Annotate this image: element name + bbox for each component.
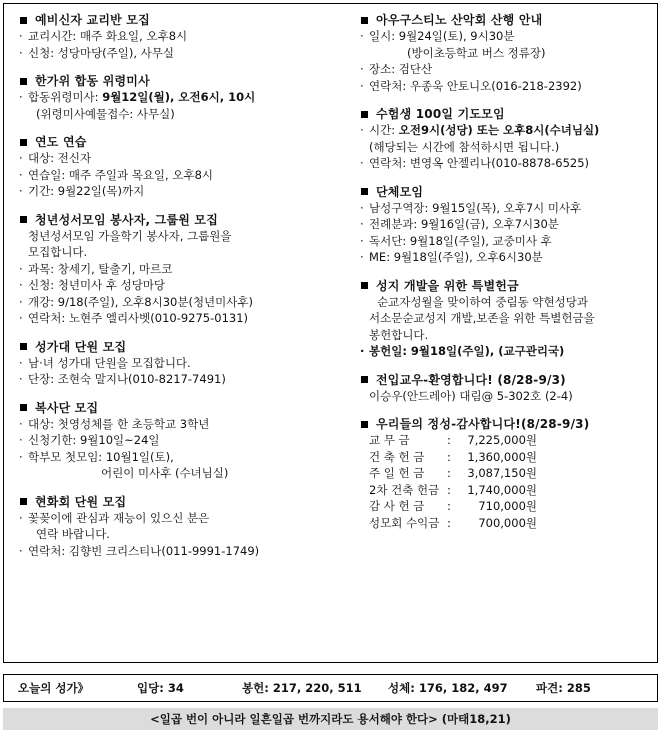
info-line: · 봉헌일: 9월18일(주일), (교구관리국) <box>359 343 659 360</box>
square-bullet-icon <box>361 17 368 24</box>
special-offering-section <box>359 278 659 360</box>
info-line: · 연락처: 노현주 엘리사벳(010-9275-0131) <box>18 310 338 327</box>
hymn-recessional: 파견: 285 <box>536 681 591 695</box>
info-line: 순교자성월을 맞이하여 중림동 약현성당과 <box>377 294 588 309</box>
bulletin-frame <box>3 3 658 663</box>
info-line: · 전례분과: 9월16일(금), 오후7시30분 <box>359 216 659 233</box>
info-line: 연락 바랍니다. <box>36 527 110 541</box>
info-line: 봉헌합니다. <box>369 327 429 342</box>
memorial-mass-section <box>18 73 338 122</box>
choir-recruit-section <box>18 339 338 388</box>
section-title: 한가위 합동 위령미사 <box>35 74 150 88</box>
square-bullet-icon <box>20 78 27 85</box>
scripture-quote: <일곱 번이 아니라 일흔일곱 번까지라도 용서해야 한다> (마태18,21) <box>3 708 658 730</box>
altar-server-section <box>18 400 338 482</box>
offering-row: 건 축 헌 금 : 1,360,000원 <box>369 449 537 464</box>
right-column <box>359 12 659 543</box>
offering-row: 교 무 금 : 7,225,000원 <box>369 433 537 447</box>
section-title: 예비신자 교리반 모집 <box>35 13 150 27</box>
info-line: · 연습일: 매주 주일과 목요일, 오후8시 <box>18 167 338 184</box>
section-title: 수험생 100일 기도모임 <box>376 107 505 121</box>
offering-row: 감 사 헌 금 : 710,000원 <box>369 499 537 513</box>
left-column <box>18 12 338 571</box>
hymn-bar <box>3 674 658 702</box>
new-parishioners-section <box>359 372 659 405</box>
info-line: · 신청: 성당마당(주일), 사무실 <box>18 45 338 62</box>
info-line: (방이초등학교 버스 정류장) <box>407 45 546 60</box>
hymn-offertory: 봉헌: 217, 220, 511 <box>242 681 362 695</box>
square-bullet-icon <box>361 282 368 289</box>
info-line: · 연락처: 우종욱 안토니오(016-218-2392) <box>359 78 659 95</box>
flower-group-section <box>18 494 338 560</box>
square-bullet-icon <box>20 139 27 146</box>
square-bullet-icon <box>20 343 27 350</box>
square-bullet-icon <box>361 376 368 383</box>
section-title: 청년성서모임 봉사자, 그룹원 모집 <box>35 212 218 227</box>
info-line: · 시간: 오전9시(성당) 또는 오후8시(수녀님실) <box>359 122 659 139</box>
info-line: · 장소: 검단산 <box>359 61 659 78</box>
info-line: · 독서단: 9월18일(주일), 교중미사 후 <box>359 233 659 250</box>
info-line: · 신청: 청년미사 후 성당마당 <box>18 277 338 294</box>
square-bullet-icon <box>361 421 368 428</box>
info-line: · 연락처: 변영옥 안젤리나(010-8878-6525) <box>359 155 659 172</box>
section-title: 현화회 단원 모집 <box>35 494 127 509</box>
info-line: 서소문순교성지 개발,보존을 위한 특별헌금을 <box>369 311 595 325</box>
square-bullet-icon <box>361 188 368 195</box>
info-line: · 꽃꽂이에 관심과 재능이 있으신 분은 <box>18 510 338 527</box>
offerings-thanks-section <box>359 416 659 531</box>
youth-bible-study-section <box>18 212 338 327</box>
hymn-label: 오늘의 성가》 <box>18 681 90 695</box>
info-line: 이승우(안드레아) 대림@ 5-302호 (2-4) <box>369 388 573 403</box>
info-line: · 신청기한: 9월10일~24일 <box>18 432 338 449</box>
square-bullet-icon <box>20 216 27 223</box>
info-line: · 대상: 첫영성체를 한 초등학교 3학년 <box>18 416 338 433</box>
info-line: 어린이 미사후 (수녀님실) <box>101 466 229 480</box>
square-bullet-icon <box>20 17 27 24</box>
section-title: 아우구스티노 산악회 산행 안내 <box>376 13 543 27</box>
info-line: · 단장: 조현숙 말지나(010-8217-7491) <box>18 371 338 388</box>
info-line: · 대상: 전신자 <box>18 150 338 167</box>
offering-row: 성모회 수익금 : 700,000원 <box>369 515 537 530</box>
square-bullet-icon <box>20 404 27 411</box>
section-title: 전입교우-환영합니다! (8/28-9/3) <box>376 372 566 387</box>
hymn-entrance: 입당: 34 <box>137 681 184 695</box>
section-title: 우리들의 정성-감사합니다!(8/28-9/3) <box>376 417 590 431</box>
exam-prayer-section <box>359 106 659 172</box>
info-line: · 합동위령미사: 9월12일(월), 오전6시, 10시 <box>18 89 338 106</box>
info-line: · ME: 9월18일(주일), 오후6시30분 <box>359 249 659 266</box>
info-line: · 개강: 9/18(주일), 오후8시30분(청년미사후) <box>18 294 338 311</box>
section-title: 단체모임 <box>376 184 424 199</box>
info-line: 모집합니다. <box>28 245 88 259</box>
info-line: · 학부모 첫모임: 10월1일(토), <box>18 449 338 466</box>
section-title: 복사단 모집 <box>35 400 99 415</box>
section-title: 성가대 단원 모집 <box>35 339 127 354</box>
yeondo-practice-section <box>18 134 338 200</box>
hiking-club-section <box>359 12 659 94</box>
section-title: 연도 연습 <box>35 135 87 149</box>
catechumen-class-section <box>18 12 338 61</box>
section-title: 성지 개발을 위한 특별헌금 <box>376 278 519 293</box>
offering-row: 2차 건축 헌금 : 1,740,000원 <box>369 482 537 497</box>
info-line: · 남성구역장: 9월15일(목), 오후7시 미사후 <box>359 200 659 217</box>
info-line: · 일시: 9월24일(토), 9시30분 <box>359 28 659 45</box>
info-line: · 남·녀 성가대 단원을 모집합니다. <box>18 355 338 372</box>
info-line: (위령미사예물접수: 사무실) <box>36 106 175 121</box>
info-line: · 과목: 창세기, 탈출기, 마르코 <box>18 261 338 278</box>
offering-row: 주 일 헌 금 : 3,087,150원 <box>369 466 537 480</box>
info-line: · 교리시간: 매주 화요일, 오후8시 <box>18 28 338 45</box>
info-line: · 연락처: 김향빈 크리스티나(011-9991-1749) <box>18 543 338 560</box>
group-meetings-section <box>359 184 659 266</box>
info-line: (해당되는 시간에 참석하시면 됩니다.) <box>369 139 560 154</box>
square-bullet-icon <box>20 498 27 505</box>
hymn-communion: 성체: 176, 182, 497 <box>388 681 508 695</box>
info-line: · 기간: 9월22일(목)까지 <box>18 183 338 200</box>
square-bullet-icon <box>361 111 368 118</box>
info-line: 청년성서모임 가을학기 봉사자, 그룹원을 <box>28 228 232 243</box>
